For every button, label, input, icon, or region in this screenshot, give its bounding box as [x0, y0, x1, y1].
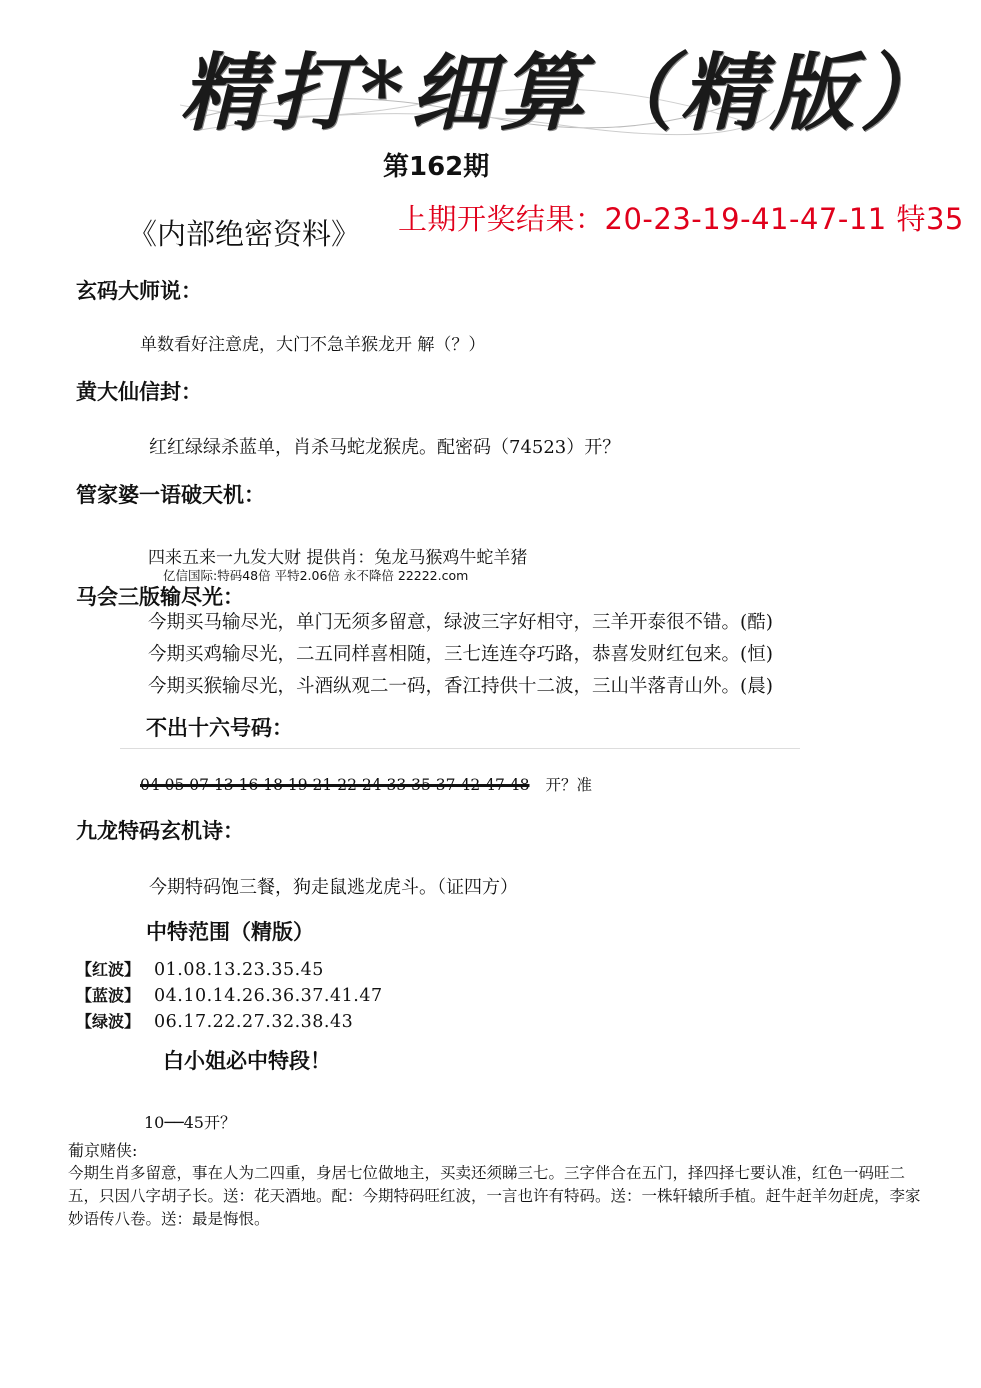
jiulong-heading: 九龙特码玄机诗： — [76, 819, 244, 843]
wave-row-blue — [76, 983, 383, 1006]
buchu-row — [140, 773, 592, 795]
banner-title-text: 精打*细算（精版） — [180, 43, 950, 142]
zhongte-heading: 中特范围（精版） — [146, 920, 314, 944]
bai-heading: 白小姐必中特段！ — [163, 1049, 331, 1073]
doc-title: 《内部绝密资料》 — [128, 217, 361, 251]
wave-numbers: 04.10.14.26.36.37.41.47 — [154, 986, 383, 1006]
bai-range: 10──45开？ — [144, 1113, 236, 1132]
divider — [120, 748, 800, 749]
pujing-text: 今期生肖多留意，事在人为二四重，身居七位做地主，买卖还须睇三七。三字伴合在五门，择四择七要认准，红色一码旺二五，只因八字胡子长。送：花天酒地。配：今期特码旺红波，一言也许有特码。送：一株轩辕所手植。赶牛赶羊勿赶虎，李家妙语传八卷。送：最是悔恨。 — [68, 1164, 921, 1228]
buchu-numbers: 04 05 07 13 16 18 19 21 22 24 33 35 37 42 47 48 — [140, 776, 530, 794]
wave-label: 【绿波】 — [76, 1012, 141, 1031]
mahui-line: 今期买马输尽光，单门无须多留意，绿波三字好相守，三羊开泰很不错。(酷) — [148, 612, 773, 633]
pujing-heading: 葡京赌侠: — [68, 1141, 138, 1160]
wave-numbers: 01.08.13.23.35.45 — [154, 960, 324, 980]
huangdaxian-text: 红红绿绿杀蓝单，肖杀马蛇龙猴虎。配密码（74523）开？ — [149, 437, 621, 458]
guanjiapo-heading: 管家婆一语破天机： — [76, 483, 265, 507]
buchu-tail: 开？准 — [545, 776, 592, 794]
guanjiapo-ad: 亿信国际:特码48倍 平特2.06倍 永不降倍 22222.com — [163, 568, 469, 583]
mahui-line: 今期买鸡输尽光，二五同样喜相随，三七连连夺巧路，恭喜发财红包来。(恒) — [148, 644, 773, 665]
wave-row-green — [76, 1009, 353, 1032]
xuanma-text: 单数看好注意虎，大门不急羊猴龙开 解（？） — [140, 335, 486, 355]
mahui-heading: 马会三版输尽光： — [76, 585, 244, 609]
guanjiapo-text: 四来五来一九发大财 提供肖：兔龙马猴鸡牛蛇羊猪 — [148, 548, 528, 568]
wave-row-red — [76, 957, 324, 980]
banner-title — [180, 20, 950, 142]
jiulong-text: 今期特码饱三餐，狗走鼠逃龙虎斗。（证四方） — [149, 877, 518, 898]
wave-numbers: 06.17.22.27.32.38.43 — [154, 1012, 354, 1032]
xuanma-heading: 玄码大师说： — [76, 279, 202, 303]
issue-number: 第162期 — [383, 152, 490, 182]
huangdaxian-heading: 黄大仙信封： — [76, 380, 202, 404]
mahui-line: 今期买猴输尽光，斗酒纵观二一码，香江持供十二波，三山半落青山外。(晨) — [148, 676, 773, 697]
last-result: 上期开奖结果：20-23-19-41-47-11 特35 — [398, 202, 964, 236]
buchu-heading: 不出十六号码： — [146, 716, 293, 740]
wave-label: 【红波】 — [76, 960, 141, 979]
wave-label: 【蓝波】 — [76, 986, 141, 1005]
